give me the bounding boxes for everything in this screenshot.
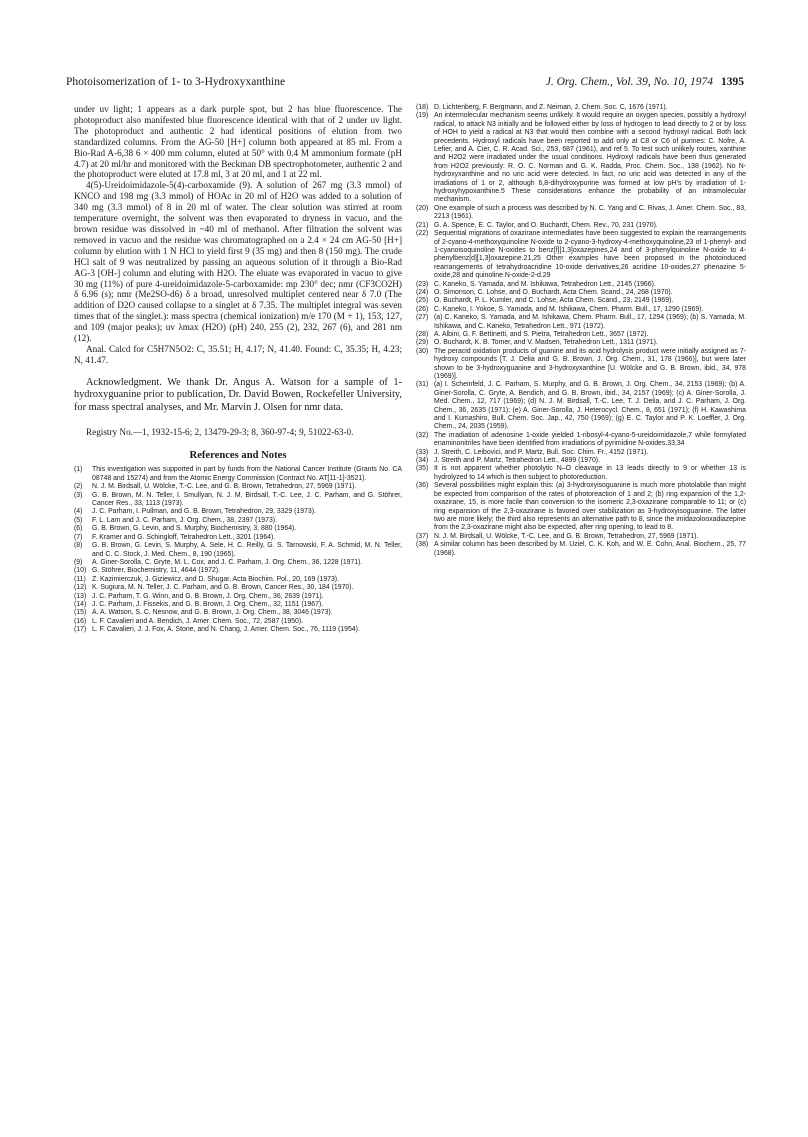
reference-text: G. B. Brown, M. N. Teller, I. Smullyan, N. J. M. Birdsall, T.-C. Lee, J. C. Parham, and G. Stöhrer, Cancer Res., 33, 1113 (1973). [92, 491, 402, 508]
reference-text: O. Simonson, C. Lohse, and O. Buchardt, Acta Chem. Scand., 24, 268 (1970). [434, 288, 673, 296]
reference-number: (25) [416, 297, 429, 305]
page-number: 1395 [721, 76, 744, 88]
reference-item [416, 449, 746, 457]
reference-text: (a) I. Scheinfeld, J. C. Parham, S. Murphy, and G. B. Brown, J. Org. Chem., 34, 2153 (1969); (b) A. Giner-Sorolla, C. Gryte, A. Bendich, and G. B. Brown, ibid., 34, 2157 (1969); (c) A. Giner-Sorolla, J. Med. Chem., 12, 717 (1969); (d) N. J. M. Birdsall, T.-C. Lee, T. J. Delia, and J. C. Parham, J. Org. Chem., 36, 2635 (1971); (e) A. Giner-Sorolla, J. Heterocycl. Chem., 8, 651 (1971); (f) H. Kawashima and I. Kumashiro, Bull. Chem. Soc. Jap., 42, 750 (1969); (g) E. C. Taylor and P. K. Loeffler, J. Org. Chem., 24, 2035 (1959). [434, 381, 746, 431]
reference-text: F. L. Lam and J. C. Parham, J. Org. Chem., 38, 2397 (1973). [92, 516, 277, 524]
reference-number: (3) [74, 491, 83, 499]
reference-item [416, 205, 746, 222]
running-header [66, 76, 744, 90]
reference-item [416, 457, 746, 465]
reference-item [74, 508, 402, 516]
reference-text: (a) C. Kaneko, S. Yamada, and M. Ishikawa, Chem. Pharm. Bull., 17, 1294 (1969); (b) S. Yamada, M. Ishikawa, and C. Kaneko, Tetrahedron Lett., 971 (1972). [434, 314, 746, 330]
reference-text: L. F. Cavalieri and A. Bendich, J. Amer. Chem. Soc., 72, 2587 (1950). [92, 617, 304, 625]
reference-item [416, 314, 746, 331]
reference-text: O. Buchardt, K. B. Tomer, and V. Madsen, Tetrahedron Lett., 1311 (1971). [434, 339, 658, 347]
reference-item [416, 348, 746, 382]
reference-item [416, 112, 746, 204]
reference-number: (30) [416, 347, 429, 355]
reference-text: An intermolecular mechanism seems unlikely. It would require an oxygen species, possibly a hydroxyl radical, to attack N3 initially and be followed either by loss of hydrogen to lead directly to 2 or by loss of HOH to yield a radical at N3 that would then combine with a second hydroxyl radical. Both lack precedents. Hydroxyl radicals have been reported to add only at C8 or C6 of purines: C. Nofre, A. Lefier, and A. Cier, C. R. Acad. Sci., 253, 687 (1961), and ref 5. To test such unlikely routes, xanthine and H2O2 were irradiated under the usual conditions. Hydroxyl radicals have been thus generated from H2O2 previously: R. O. C. Norman and G. K. Radda, Proc. Chem. Soc., 138 (1962). No N-hydroxyxanthine and no uric acid were detected. In fact, no uric acid was detected in any of the irradiations of 1 or 2, although 6,8-dihydroxypurine was formed at low pH's by irradiation of 1-hydroxyhypoxanthine.5 These considerations enhance the probability of an intramolecular mechanism. [434, 112, 746, 204]
reference-number: (15) [74, 609, 87, 617]
reference-text: N. J. M. Birdsall, U. Wölcke, T.-C. Lee, and G. B. Brown, Tetrahedron, 27, 5969 (1971). [434, 532, 699, 540]
reference-number: (23) [416, 280, 429, 288]
reference-text: L. F. Cavalieri, J. J. Fox, A. Stone, and N. Chang, J. Amer. Chem. Soc., 76, 1119 (1954). [92, 626, 360, 634]
reference-text: A. Giner-Sorolla, C. Gryte, M. L. Cox, and J. C. Parham, J. Org. Chem., 36, 1228 (1971). [92, 558, 363, 566]
reference-number: (22) [416, 230, 429, 238]
reference-number: (9) [74, 558, 83, 566]
reference-number: (18) [416, 104, 429, 111]
reference-item [416, 104, 746, 112]
reference-number: (12) [74, 584, 87, 592]
reference-item [416, 230, 746, 280]
reference-number: (36) [416, 482, 429, 490]
reference-text: K. Sugiura, M. N. Teller, J. C. Parham, and G. B. Brown, Cancer Res., 30, 184 (1970). [92, 584, 354, 592]
reference-item [74, 492, 402, 509]
reference-number: (35) [416, 465, 429, 473]
reference-item [416, 222, 746, 230]
reference-item [74, 584, 402, 592]
references-heading: References and Notes [189, 450, 287, 462]
right-column [416, 104, 746, 558]
reference-number: (6) [74, 525, 83, 533]
reference-text: G. B. Brown, G. Levin, and S. Murphy, Biochemistry, 3, 880 (1964). [92, 525, 297, 533]
reference-number: (13) [74, 592, 87, 600]
reference-item [74, 626, 402, 634]
body-paragraph-1: under uv light; 1 appears as a dark purple spot, but 2 has blue fluorescence. The photoproduct also manifested blue fluorescence identical with that of 2 under uv light. The photoproduct and authentic 2 had identical positions of elution from two standardized columns. From the AG-50 [H+] column both appeared at 85 ml. From a Bio-Rad A-6,38 6 × 400 mm column, eluted at 50° with 0.4 M ammonium formate (pH 4.7) at 20 ml/hr and monitored with the Beckman DB spectrophotometer, authentic 2 and the photoproduct were eluted at 17.8 ml, 3 at 20 ml, and 1 at 22 ml. [74, 104, 403, 180]
reference-item [416, 339, 746, 347]
reference-item [74, 517, 402, 525]
reference-number: (20) [416, 204, 429, 212]
reference-text: N. J. M. Birdsall, U. Wölcke, T.-C. Lee, and G. B. Brown, Tetrahedron, 27, 5969 (1971). [92, 483, 357, 491]
reference-text: One example of such a process was described by N. C. Yang and C. Rivas, J. Amer. Chem. Soc., 83, 2213 (1961). [434, 204, 746, 221]
reference-item [74, 576, 402, 584]
body-paragraph-2: 4(5)-Ureidoimidazole-5(4)-carboxamide (9). A solution of 267 mg (3.3 mmol) of KNCO and 198 mg (3.3 mmol) of HOAc in 20 ml of H2O was added to a solution of 340 mg (3.3 mmol) of 8 in 20 ml of water. The clear solution was stirred at room temperature overnight, the solvent was then evaporated to dryness in vacuo, and the brown residue was dissolved in ~40 ml of methanol. After filtration the solvent was removed in vacuo and the residue was chromatographed on a 2.4 × 24 cm AG-50 [H+] column by elution with 1 N HCl to yield first 9 (35 mg) and then 8 (150 mg). The crude HCl salt of 9 was neutralized by passing an aqueous solution of it through a Bio-Rad AG-3 [OH-] column and eluting with H2O. The eluate was evaporated in vacuo to give 30 mg (11%) of pure 4-ureidoimidazole-5-carboxamide: mp 230° dec; nmr (CF3CO2H) δ 6.96 (s); nmr (Me2SO-d6) δ a broad, unresolved multiplet centered near δ 7.0 (The addition of D2O caused collapse to a singlet at δ 7.35. The multiplet integral was seven times that of the singlet.): mass spectra (chemical ionization) m/e 170 (M + 1), 153, 127, and 109 (major peaks); uv λmax (H2O) (pH) 240, 255 (2), 232, 267 (6), and 281 nm (12). [74, 180, 402, 344]
reference-item [74, 466, 402, 483]
reference-number: (8) [74, 542, 83, 550]
reference-item [416, 331, 746, 339]
reference-item [74, 483, 402, 491]
reference-text: J. C. Parham, I. Pullman, and G. B. Brown, Tetrahedron, 29, 3329 (1973). [92, 508, 316, 516]
reference-number: (5) [74, 516, 83, 524]
reference-text: A similar column has been described by M. Uziel, C. K. Koh, and W. E. Cohn, Anal. Biochem., 25, 77 (1968). [434, 541, 746, 557]
reference-number: (21) [416, 221, 429, 229]
reference-item [74, 567, 402, 575]
reference-text: A. A. Watson, S. C. Nesnow, and G. B. Brown, J. Org. Chem., 38, 3046 (1973). [92, 609, 333, 617]
reference-number: (11) [74, 575, 86, 583]
reference-text: Several possibilities might explain this: (a) 3-hydroxyisoguanine is much more photolabile than might be expected from comparison of the rates of photoreaction of 1 and 2; (b) ring expansion of the 1,2-oxazirane, 15, is more facile than conversion to the isomeric 2,3-oxazirane comparable to 11; or (c) ring expansion of the 2,3-oxazirane is favored over stabilization as 3-hydroxyisoguanine. The latter two are more likely; the third also represents an alternative path to 8, since the imidazolooxadiazepine from the 2,3-oxazirane might also be expected, after ring opening, to lead to 8. [434, 482, 746, 532]
reference-number: (7) [74, 533, 83, 541]
reference-text: C. Kaneko, I. Yokoe, S. Yamada, and M. Ishikawa, Chem. Pharm. Bull., 17, 1290 (1969). [434, 305, 704, 313]
registry-numbers: Registry No.—1, 1932-15-6; 2, 13479-29-3; 8, 360-97-4; 9, 51022-63-0. [86, 426, 354, 437]
reference-text: J. Streith and P. Martz, Tetrahedron Lett., 4899 (1970). [434, 457, 600, 465]
reference-number: (14) [74, 600, 87, 608]
reference-text: The irradiation of adenosine 1-oxide yielded 1-ribosyl-4-cyano-5-ureidoimidazole,7 while formylated enaminonitriles have been identified from irradiations of pyrimidine N-oxides.33,34 [434, 431, 746, 448]
reference-number: (33) [416, 448, 429, 456]
reference-item [416, 482, 746, 532]
reference-number: (16) [74, 617, 87, 625]
reference-item [74, 618, 402, 626]
reference-number: (4) [74, 508, 83, 516]
reference-text: O. Buchardt, P. L. Kumler, and C. Lohse, Acta Chem. Scand., 23, 2149 (1969). [434, 297, 674, 305]
reference-number: (17) [74, 626, 87, 634]
reference-number: (28) [416, 330, 429, 338]
references-list-left [74, 466, 402, 634]
reference-item [74, 601, 402, 609]
reference-number: (10) [74, 567, 87, 575]
reference-text: J. C. Parham, J. Fissekis, and G. B. Brown, J. Org. Chem., 32, 1151 (1967). [92, 600, 324, 608]
reference-number: (24) [416, 288, 429, 296]
reference-number: (34) [416, 457, 429, 465]
reference-item [416, 306, 746, 314]
reference-text: F. Kramer and G. Schingloff, Tetrahedron Lett., 3201 (1964). [92, 533, 276, 541]
reference-item [416, 289, 746, 297]
reference-text: This investigation was supported in part by funds from the National Cancer Institute (Grants No. CA 08748 and 15274) and from the Atomic Energy Commission (Contract No. AT[11-1]-3521). [92, 466, 402, 482]
reference-text: J. C. Parham, T. G. Winn, and G. B. Brown, J. Org. Chem., 36, 2639 (1971). [92, 592, 324, 600]
journal-citation [546, 76, 744, 88]
reference-number: (32) [416, 431, 429, 439]
reference-item [74, 525, 402, 533]
reference-number: (38) [416, 541, 429, 549]
reference-number: (37) [416, 532, 429, 540]
reference-item [416, 381, 746, 431]
left-column [74, 104, 402, 635]
reference-item [74, 559, 402, 567]
journal-name: J. Org. Chem., Vol. 39, No. 10, 1974 [545, 76, 713, 88]
reference-item [416, 533, 746, 541]
reference-text: Sequential migrations of oxazirane intermediates have been suggested to explain the rearrangements of 2-cyano-4-methoxyquinoline N-oxide to 2-cyano-3-hydroxy-4-methoxyquinoline,23 of 1-phenyl- and 1-cyanoisoquinoline N-oxides to benz[f][1,3]oxazepines,24 and of 3-phenylquinoline N-oxide to 4-phenylbenz[d][1,3]oxazepine.21,25 Other examples have been proposed in the photoinduced rearrangements of tetrahydroacridine 10-oxide derivatives,26 acridine 10-oxides,27 phenazine 5-oxide,28 and quinoline N-oxide-2-d.29 [434, 230, 746, 280]
reference-text: It is not apparent whether photolytic N–O cleavage in 13 leads directly to 9 or whether 13 is hydrolyzed to 14 which is then subject to photoreduction. [434, 465, 746, 481]
body-paragraph-3: Anal. Calcd for C5H7N5O2: C, 35.51; H, 4.17; N, 41.40. Found: C, 35.35; H, 4.23; N, 41.47. [74, 343, 402, 365]
running-title: Photoisomerization of 1- to 3-Hydroxyxanthine [66, 76, 286, 88]
reference-number: (19) [416, 112, 429, 120]
reference-item [416, 541, 746, 558]
references-list-right [416, 104, 746, 558]
reference-number: (29) [416, 339, 429, 347]
reference-number: (27) [416, 314, 429, 322]
reference-text: C. Kaneko, S. Yamada, and M. Ishikawa, Tetrahedron Lett., 2145 (1966). [434, 280, 656, 288]
reference-number: (2) [74, 483, 83, 491]
reference-number: (26) [416, 305, 429, 313]
reference-number: (1) [74, 466, 83, 474]
reference-text: The peracid oxidation products of guanine and its acid hydrolysis product were initially assigned as 7-hydroxy compounds [T. J. Delia and G. B. Brown, J. Org. Chem., 31, 178 (1966)], but were later shown to be 3-hydroxyguanine and 3-hydroxyxanthine [U. Wölcke and G. B. Brown, ibid., 34, 978 (1969)]. [434, 347, 746, 380]
reference-text: A. Albini, G. F. Bettinetti, and S. Pietra, Tetrahedron Lett., 3657 (1972). [434, 330, 649, 338]
reference-item [416, 432, 746, 449]
reference-text: G. A. Spence, E. C. Taylor, and O. Buchardt, Chem. Rev., 70, 231 (1970). [434, 221, 658, 229]
reference-item [74, 542, 402, 559]
reference-text: Z. Kazimierczuk, J. Giziewicz, and D. Shugar, Acta Biochim. Pol., 20, 169 (1973). [92, 575, 340, 583]
reference-number: (31) [416, 381, 429, 389]
reference-item [74, 534, 402, 542]
reference-text: G. Stöhrer, Biochemistry, 11, 4644 (1972). [92, 567, 221, 575]
reference-item [416, 281, 746, 289]
reference-text: G. B. Brown, G. Levin, S. Murphy, A. Sele, H. C. Reilly, G. S. Tarnowski, F. A. Schmid, M. N. Teller, and C. C. Stock, J. Med. Chem., 8, 190 (1965). [92, 542, 402, 558]
reference-item [416, 465, 746, 482]
acknowledgment: Acknowledgment. We thank Dr. Angus A. Watson for a sample of 1-hydroxyguanine prior to publication, Dr. David Bowen, Rockefeller University, for mass spectral analyses, and Mr. Marvin J. Olsen for nmr data. [74, 376, 402, 413]
reference-text: J. Streith, C. Leibovici, and P. Martz, Bull. Soc. Chim. Fr., 4152 (1971). [434, 448, 649, 456]
reference-item [74, 593, 402, 601]
reference-item [416, 297, 746, 305]
reference-text: D. Lichtenberg, F. Bergmann, and Z. Neiman, J. Chem. Soc. C, 1676 (1971). [434, 104, 668, 111]
reference-item [74, 609, 402, 617]
